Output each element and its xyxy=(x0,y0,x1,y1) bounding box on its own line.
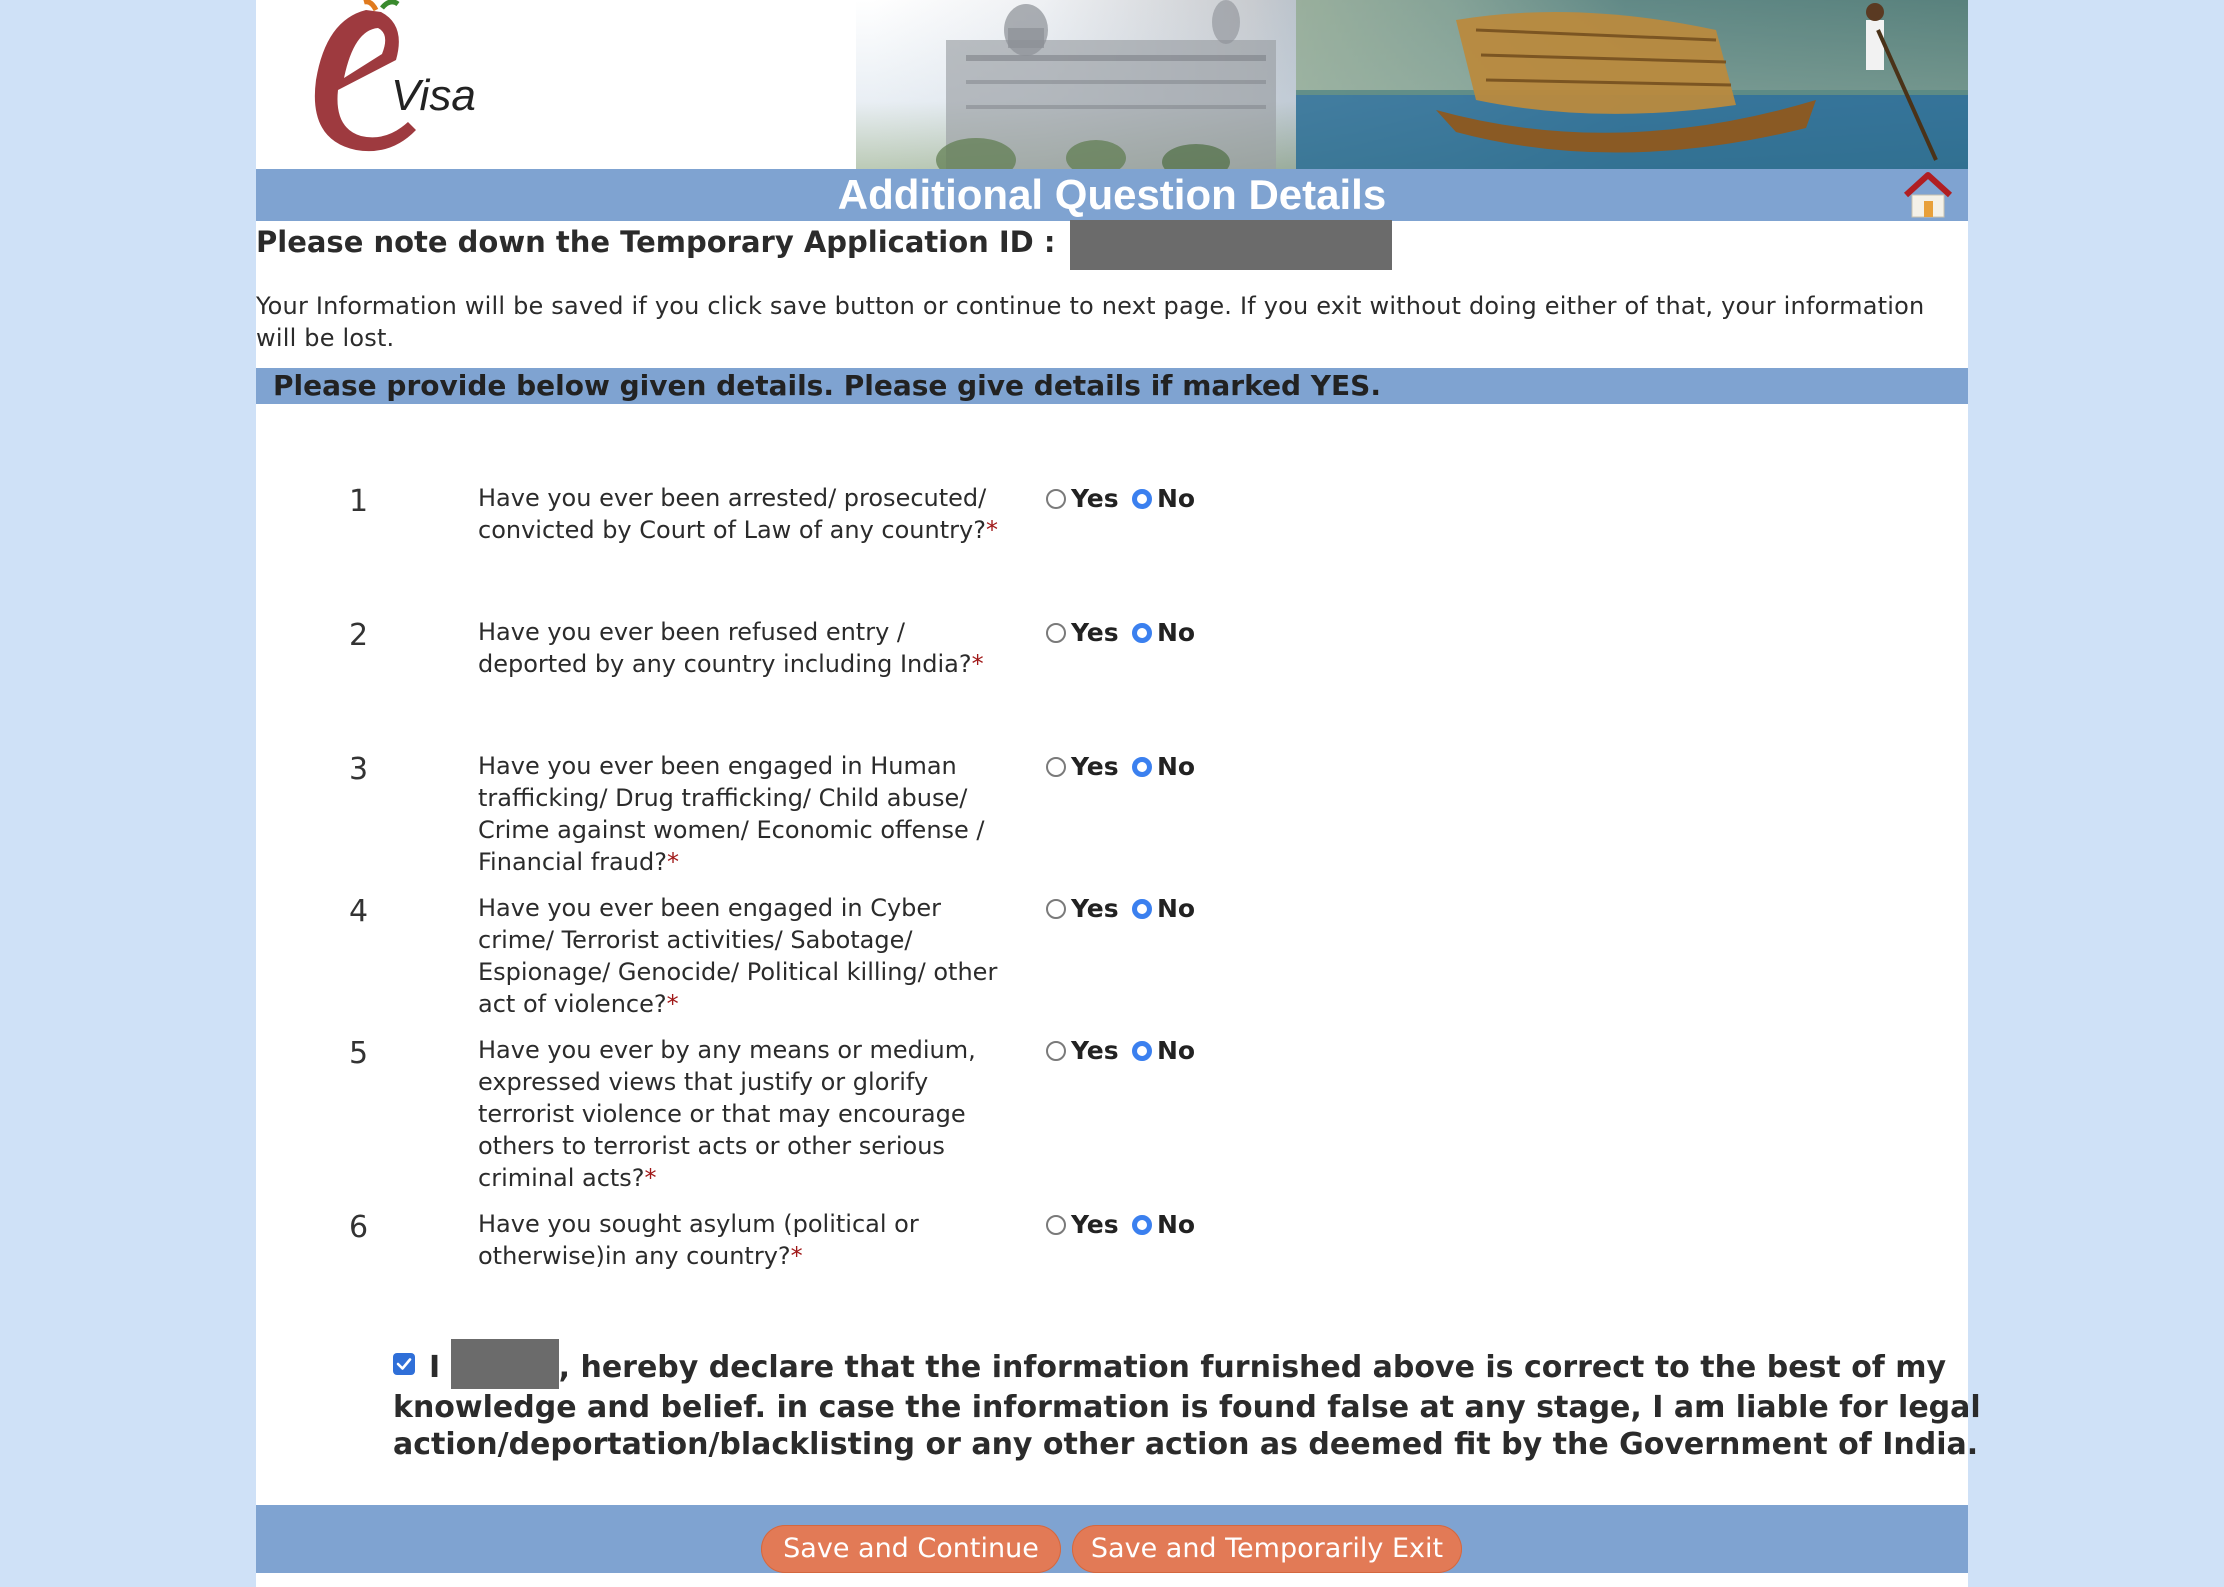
section-bar xyxy=(256,368,1968,404)
question-number: 5 xyxy=(349,1036,369,1071)
required-marker: * xyxy=(666,848,679,876)
question-text: Have you ever been arrested/ prosecuted/ convicted by Court of Law of any country?* xyxy=(478,484,998,544)
declaration-text xyxy=(393,1339,2013,1463)
question-text: Have you ever been refused entry / deported by any country including India?* xyxy=(478,618,984,678)
answer-no-option[interactable]: No xyxy=(1132,1210,1195,1239)
yes-radio[interactable] xyxy=(1046,1215,1066,1235)
no-radio[interactable] xyxy=(1132,489,1152,509)
question-text: Have you ever been engaged in Human trafficking/ Drug trafficking/ Child abuse/ Crime against women/ Economic offense / Financial fraud?* xyxy=(478,752,985,876)
answer-yes-option[interactable]: Yes xyxy=(1046,894,1119,923)
answer-yes-option[interactable]: Yes xyxy=(1046,752,1119,781)
save-info-text: Your Information will be saved if you click save button or continue to next page. If you exit without doing either of that, your information will be lost. xyxy=(256,292,1925,352)
temporary-application-id-label: Please note down the Temporary Application ID : xyxy=(256,225,1056,259)
answer-no-option[interactable]: No xyxy=(1132,1036,1195,1065)
footer-action-bar xyxy=(256,1505,1968,1573)
evisa-logo xyxy=(286,0,476,160)
question-number: 3 xyxy=(349,752,369,787)
save-and-exit-button[interactable]: Save and Temporarily Exit xyxy=(1072,1525,1462,1573)
answer-yes-option[interactable]: Yes xyxy=(1046,1036,1119,1065)
home-icon[interactable] xyxy=(1902,171,1954,221)
question-number: 1 xyxy=(349,484,369,519)
required-marker: * xyxy=(971,650,984,678)
question-number: 4 xyxy=(349,894,369,929)
answer-yes-option[interactable]: Yes xyxy=(1046,1210,1119,1239)
no-radio[interactable] xyxy=(1132,899,1152,919)
yes-radio[interactable] xyxy=(1046,1041,1066,1061)
answer-no-option[interactable]: No xyxy=(1132,618,1195,647)
yes-radio[interactable] xyxy=(1046,489,1066,509)
yes-radio[interactable] xyxy=(1046,899,1066,919)
save-and-continue-button[interactable]: Save and Continue xyxy=(761,1525,1061,1573)
no-radio[interactable] xyxy=(1132,1041,1152,1061)
yes-radio[interactable] xyxy=(1046,623,1066,643)
answer-no-option[interactable]: No xyxy=(1132,484,1195,513)
logo-wordmark: Visa xyxy=(391,71,476,120)
banner-scenery-image xyxy=(856,0,1968,169)
required-marker: * xyxy=(666,990,679,1018)
section-heading: Please provide below given details. Please give details if marked YES. xyxy=(273,369,1381,402)
answer-no-option[interactable]: No xyxy=(1132,894,1195,923)
page-title: Additional Question Details xyxy=(837,171,1387,218)
question-text: Have you sought asylum (political or otherwise)in any country?* xyxy=(478,1210,919,1270)
declaration-checkbox[interactable] xyxy=(393,1353,415,1375)
no-radio[interactable] xyxy=(1132,1215,1152,1235)
question-text: Have you ever been engaged in Cyber crime/ Terrorist activities/ Sabotage/ Espionage/ Genocide/ Political killing/ other act of violence?* xyxy=(478,894,998,1018)
banner-photo xyxy=(856,0,1968,169)
temporary-application-id-row xyxy=(256,220,1392,270)
title-bar xyxy=(256,169,1968,221)
answer-yes-option[interactable]: Yes xyxy=(1046,618,1119,647)
declaration-prefix: I xyxy=(429,1350,441,1385)
question-text: Have you ever by any means or medium, expressed views that justify or glorify terrorist violence or that may encourage others to terrorist acts or other serious criminal acts?* xyxy=(478,1036,976,1192)
declaration-body: , hereby declare that the information furnished above is correct to the best of my knowledge and belief. in case the information is found false at any stage, I am liable for legal action/deportation/blacklisting or any other action as deemed fit by the Government of India. xyxy=(393,1350,1981,1462)
required-marker: * xyxy=(985,516,998,544)
page-container xyxy=(256,0,1981,1587)
no-radio[interactable] xyxy=(1132,757,1152,777)
applicant-name-redacted xyxy=(451,1339,559,1389)
checkmark-icon xyxy=(396,1356,412,1372)
answer-no-option[interactable]: No xyxy=(1132,752,1195,781)
required-marker: * xyxy=(790,1242,803,1270)
header-banner xyxy=(256,0,1968,169)
question-number: 2 xyxy=(349,618,369,653)
no-radio[interactable] xyxy=(1132,623,1152,643)
yes-radio[interactable] xyxy=(1046,757,1066,777)
question-number: 6 xyxy=(349,1210,369,1245)
declaration-block xyxy=(393,1339,2013,1499)
temporary-application-id-redacted xyxy=(1070,220,1392,270)
answer-yes-option[interactable]: Yes xyxy=(1046,484,1119,513)
required-marker: * xyxy=(644,1164,657,1192)
